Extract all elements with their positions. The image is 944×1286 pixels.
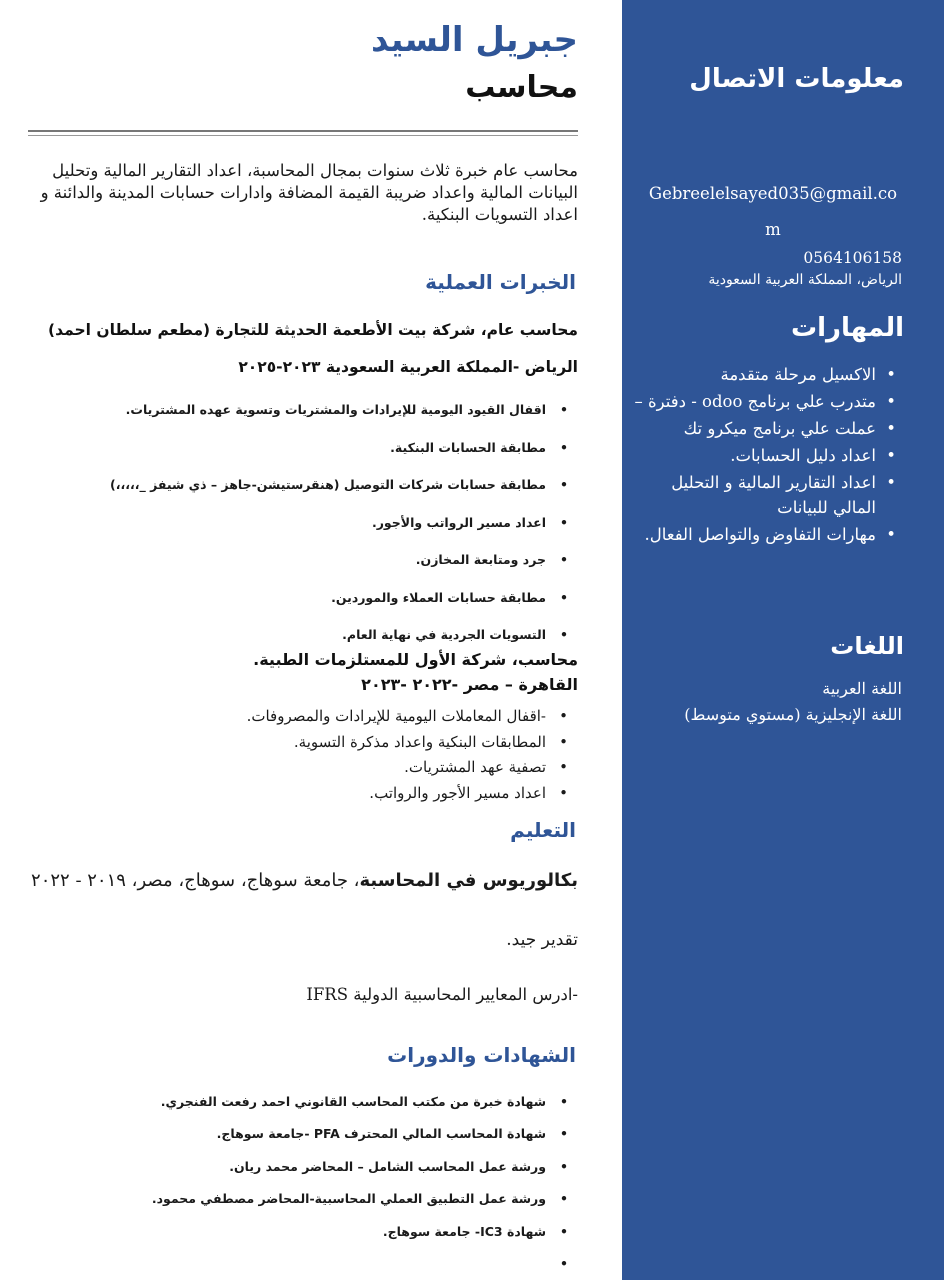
list-item: • مطابقة الحسابات البنكية. — [110, 438, 568, 476]
list-item: • التسويات الجردية في نهاية العام. — [110, 625, 568, 663]
education-grade: تقدير جيد. — [506, 930, 578, 950]
list-item: • اعداد مسير الرواتب والأجور. — [110, 513, 568, 551]
degree: بكالوريوس في المحاسبة — [359, 870, 578, 891]
experience-heading: الخبرات العملية — [425, 270, 576, 294]
job1-title: محاسب عام، شركة بيت الأطعمة الحديثة للتجارة (مطعم سلطان احمد) — [48, 321, 578, 339]
certificates-list — [152, 1092, 568, 1286]
language-arabic: اللغة العربية — [822, 679, 902, 698]
job1-location: الرياض -المملكة العربية السعودية ٢٠٢٣-٢٠٢٥ — [238, 358, 578, 376]
list-item: • متدرب علي برنامج odoo - دفترة – — [634, 389, 902, 414]
skills-list — [634, 362, 902, 549]
list-item: • -اقفال المعاملات اليومية للإيرادات والمصروفات. — [247, 705, 568, 731]
degree-details: ، جامعة سوهاج، سوهاج، مصر، ٢٠١٩ - ٢٠٢٢ — [31, 870, 360, 891]
person-name: جبريل السيد — [370, 20, 578, 60]
divider-thin — [28, 135, 578, 136]
list-item: • ورشة عمل التطبيق العملي المحاسبية-المحاضر مصطفي محمود. — [152, 1189, 568, 1221]
list-item: • جرد ومتابعة المخازن. — [110, 550, 568, 588]
languages-heading: اللغات — [830, 632, 904, 660]
list-item — [152, 1254, 568, 1286]
list-item: • مطابقة حسابات شركات التوصيل (هنقرستيشن-جاهز – ذي شيفز _،،،،،) — [110, 475, 568, 513]
education-entry — [10, 866, 578, 896]
job2-location: القاهرة – مصر -٢٠٢٢ -٢٠٢٣ — [361, 675, 578, 694]
list-item: • شهادة IC3- جامعة سوهاج. — [152, 1222, 568, 1254]
job2-tasks — [247, 705, 568, 807]
list-item: • تصفية عهد المشتريات. — [247, 756, 568, 782]
job2-title: محاسب، شركة الأول للمستلزمات الطبية. — [253, 650, 578, 669]
email: Gebreelelsayed035@gmail.com — [648, 184, 898, 239]
certificates-heading: الشهادات والدورات — [387, 1043, 576, 1067]
list-item: • الاكسيل مرحلة متقدمة — [634, 362, 902, 387]
sidebar — [622, 0, 944, 1280]
list-item: • المطابقات البنكية واعداد مذكرة التسوية. — [247, 731, 568, 757]
address: الرياض، المملكة العربية السعودية — [708, 272, 902, 288]
list-item: • شهادة المحاسب المالي المحترف PFA -جامعة سوهاج. — [152, 1124, 568, 1156]
ifrs-study: -ادرس المعايير المحاسبية الدولية IFRS — [306, 985, 578, 1004]
contact-heading: معلومات الاتصال — [689, 64, 904, 94]
language-english: اللغة الإنجليزية (مستوي متوسط) — [684, 705, 902, 724]
summary-text: محاسب عام خبرة ثلاث سنوات بمجال المحاسبة، اعداد التقارير المالية وتحليل البيانات المالية واعداد ضريبة القيمة المضافة وادارات حسابات المدينة والدائنة و اعداد التسويات البنكية. — [40, 161, 578, 224]
list-item: • اعداد مسير الأجور والرواتب. — [247, 782, 568, 808]
job-title: محاسب — [465, 70, 578, 105]
list-item: • شهادة خبرة من مكتب المحاسب القانوني احمد رفعت الفنجري. — [152, 1092, 568, 1124]
list-item: • عملت علي برنامج ميكرو تك — [634, 416, 902, 441]
list-item: • ورشة عمل المحاسب الشامل – المحاضر محمد ريان. — [152, 1157, 568, 1189]
list-item: • اعداد دليل الحسابات. — [634, 443, 902, 468]
skills-heading: المهارات — [790, 313, 904, 343]
education-heading: التعليم — [510, 818, 576, 842]
job1-tasks — [110, 400, 568, 663]
list-item: • اقفال القيود اليومية للإيرادات والمشتريات وتسوية عهده المشتريات. — [110, 400, 568, 438]
phone: 0564106158 — [803, 249, 902, 267]
list-item: • اعداد التقارير المالية و التحليل المالي للبيانات — [634, 470, 902, 520]
divider — [28, 130, 578, 132]
list-item: • مطابقة حسابات العملاء والموردين. — [110, 588, 568, 626]
list-item: • مهارات التفاوض والتواصل الفعال. — [634, 522, 902, 547]
